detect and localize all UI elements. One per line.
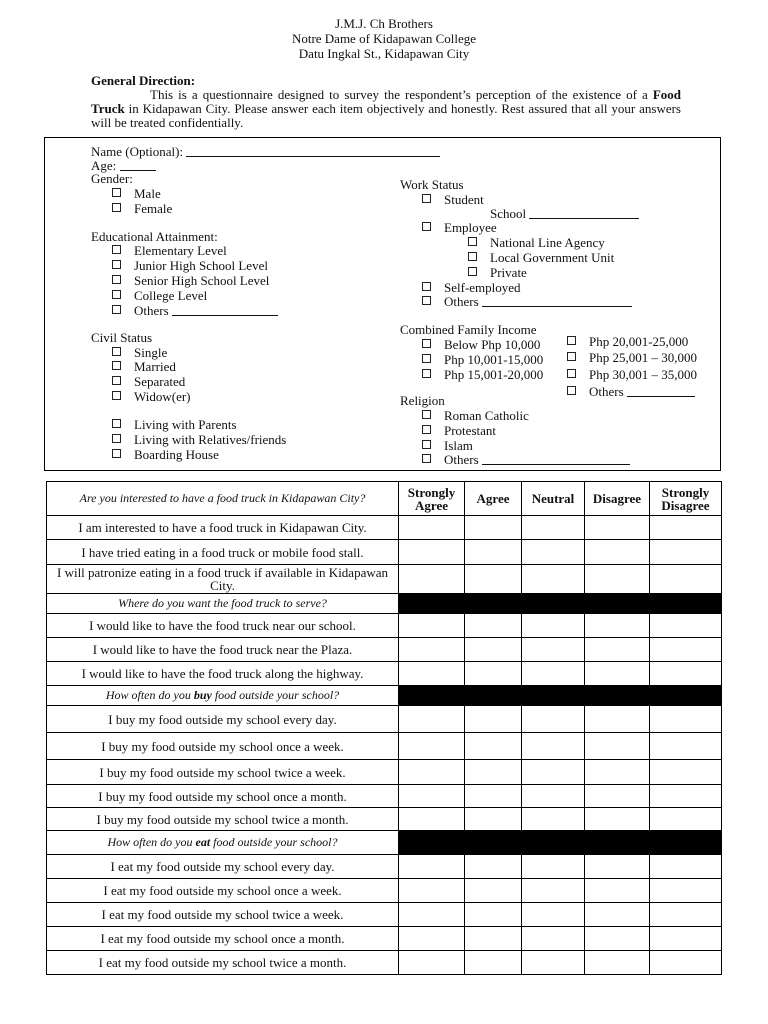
education-option-elementary[interactable] — [112, 243, 227, 258]
education-option-others[interactable] — [112, 303, 278, 318]
rating-cell[interactable] — [522, 540, 585, 565]
income-option-10001-15000[interactable] — [422, 352, 543, 367]
option-label: Others — [444, 452, 479, 467]
header-line-2: Notre Dame of Kidapawan College — [291, 31, 477, 46]
option-label: Junior High School Level — [134, 258, 268, 273]
option-label: Female — [134, 201, 173, 216]
income-option-others[interactable] — [567, 384, 695, 399]
option-label: Php 10,001-15,000 — [444, 352, 544, 367]
rating-cell[interactable] — [465, 638, 522, 662]
option-label: Widow(er) — [134, 389, 191, 404]
scale-strongly-disagree: Strongly Disagree — [650, 482, 722, 516]
rating-cell[interactable] — [585, 879, 650, 903]
direction-bold: Food Truck — [91, 87, 681, 116]
rating-cell[interactable] — [522, 785, 585, 808]
rating-cell[interactable] — [585, 951, 650, 975]
work-option-others[interactable] — [422, 294, 632, 309]
respondent-info-box — [44, 137, 721, 471]
table-row — [47, 706, 722, 733]
rating-cell[interactable] — [585, 706, 650, 733]
checkbox-icon[interactable] — [112, 260, 121, 269]
civil-option-single[interactable] — [112, 345, 167, 360]
section-row — [47, 686, 722, 706]
checkbox-icon[interactable] — [567, 386, 576, 395]
rating-cell[interactable] — [465, 733, 522, 760]
religion-option-protestant[interactable] — [422, 423, 496, 438]
checkbox-icon[interactable] — [112, 275, 121, 284]
rating-cell[interactable] — [399, 760, 465, 785]
others-blank[interactable] — [482, 453, 630, 465]
checkbox-icon[interactable] — [112, 245, 121, 254]
rating-cell[interactable] — [399, 638, 465, 662]
checkbox-icon[interactable] — [468, 267, 477, 276]
option-label: Single — [134, 345, 168, 360]
option-label: Local Government Unit — [490, 250, 615, 265]
rating-cell[interactable] — [650, 855, 722, 879]
option-label: Living with Parents — [134, 417, 237, 432]
statement: I buy my food outside my school twice a month. — [47, 808, 399, 831]
option-label: Private — [490, 265, 527, 280]
checkbox-icon[interactable] — [422, 425, 431, 434]
rating-cell[interactable] — [650, 733, 722, 760]
rating-cell[interactable] — [399, 662, 465, 686]
rating-cell[interactable] — [465, 565, 522, 594]
income-option-15001-20000[interactable] — [422, 367, 543, 382]
living-option-relatives[interactable] — [112, 432, 286, 447]
income-label: Combined Family Income — [400, 322, 537, 337]
option-label: Senior High School Level — [134, 273, 270, 288]
scale-neutral: Neutral — [522, 482, 585, 516]
checkbox-icon[interactable] — [112, 419, 121, 428]
school-field[interactable] — [490, 206, 639, 221]
likert-survey-table — [46, 481, 722, 975]
rating-cell[interactable] — [585, 638, 650, 662]
rating-cell[interactable] — [522, 808, 585, 831]
rating-cell[interactable] — [650, 638, 722, 662]
rating-cell[interactable] — [465, 516, 522, 540]
rating-cell[interactable] — [465, 855, 522, 879]
rating-cell[interactable] — [465, 808, 522, 831]
others-blank[interactable] — [482, 295, 632, 307]
section-shade — [585, 831, 722, 855]
rating-cell[interactable] — [585, 540, 650, 565]
civil-option-married[interactable] — [112, 359, 176, 374]
rating-cell[interactable] — [585, 733, 650, 760]
employee-option-lgu[interactable] — [468, 250, 614, 265]
option-label: Male — [134, 186, 161, 201]
religion-option-catholic[interactable] — [422, 408, 529, 423]
income-option-below-10000[interactable] — [422, 337, 540, 352]
option-label: National Line Agency — [490, 235, 605, 250]
rating-cell[interactable] — [522, 516, 585, 540]
table-row — [47, 855, 722, 879]
scale-disagree: Disagree — [585, 482, 650, 516]
section-shade — [399, 831, 585, 855]
civil-option-separated[interactable] — [112, 374, 185, 389]
statement: I would like to have the food truck near the Plaza. — [47, 638, 399, 662]
scale-strongly-agree: Strongly Agree — [399, 482, 465, 516]
checkbox-icon[interactable] — [422, 369, 431, 378]
option-label: Islam — [444, 438, 473, 453]
age-label: Age: — [91, 158, 117, 173]
gender-option-male[interactable] — [112, 186, 161, 201]
rating-cell[interactable] — [522, 614, 585, 638]
rating-cell[interactable] — [399, 855, 465, 879]
rating-cell[interactable] — [465, 879, 522, 903]
section-shade — [585, 686, 722, 706]
rating-cell[interactable] — [399, 879, 465, 903]
checkbox-icon[interactable] — [422, 339, 431, 348]
rating-cell[interactable] — [522, 927, 585, 951]
living-option-boarding[interactable] — [112, 447, 219, 462]
rating-cell[interactable] — [650, 516, 722, 540]
civil-option-widow[interactable] — [112, 389, 191, 404]
table-row — [47, 785, 722, 808]
rating-cell[interactable] — [522, 879, 585, 903]
rating-cell[interactable] — [650, 903, 722, 927]
option-label: Php 30,001 – 35,000 — [589, 367, 697, 382]
rating-cell[interactable] — [585, 516, 650, 540]
checkbox-icon[interactable] — [567, 336, 576, 345]
option-label: Separated — [134, 374, 186, 389]
statement: I eat my food outside my school once a month. — [47, 927, 399, 951]
education-label: Educational Attainment: — [91, 229, 218, 244]
table-row — [47, 879, 722, 903]
statement: I have tried eating in a food truck or mobile food stall. — [47, 540, 399, 565]
rating-cell[interactable] — [650, 879, 722, 903]
rating-cell[interactable] — [399, 565, 465, 594]
section-shade — [399, 686, 585, 706]
rating-cell[interactable] — [522, 733, 585, 760]
checkbox-icon[interactable] — [422, 440, 431, 449]
work-option-employee[interactable] — [422, 220, 497, 235]
document-header — [0, 16, 768, 61]
rating-cell[interactable] — [465, 785, 522, 808]
section-text: How often do you — [105, 688, 194, 702]
rating-cell[interactable] — [465, 706, 522, 733]
direction-text-b: in Kidapawan City. Please answer each item objectively and honestly. Rest assured that all your answers will be treated confidentially. — [91, 101, 681, 130]
checkbox-icon[interactable] — [422, 454, 431, 463]
direction-text — [91, 88, 681, 130]
rating-cell[interactable] — [650, 565, 722, 594]
education-option-college[interactable] — [112, 288, 207, 303]
option-label: Living with Relatives/friends — [134, 432, 287, 447]
checkbox-icon[interactable] — [422, 222, 431, 231]
statement: I buy my food outside my school once a month. — [47, 785, 399, 808]
checkbox-icon[interactable] — [112, 188, 121, 197]
name-label: Name (Optional): — [91, 144, 184, 159]
rating-cell[interactable] — [399, 540, 465, 565]
section-text: food outside your school? — [211, 688, 340, 702]
rating-cell[interactable] — [522, 903, 585, 927]
rating-cell[interactable] — [522, 565, 585, 594]
work-status-label: Work Status — [400, 177, 464, 192]
rating-cell[interactable] — [585, 785, 650, 808]
table-row — [47, 614, 722, 638]
checkbox-icon[interactable] — [422, 410, 431, 419]
option-label: Roman Catholic — [444, 408, 529, 423]
checkbox-icon[interactable] — [112, 347, 121, 356]
others-blank[interactable] — [627, 385, 695, 397]
option-label: Self-employed — [444, 280, 521, 295]
header-line-1: J.M.J. Ch Brothers — [335, 16, 433, 31]
rating-cell[interactable] — [399, 614, 465, 638]
statement: I eat my food outside my school twice a week. — [47, 903, 399, 927]
rating-cell[interactable] — [465, 760, 522, 785]
rating-cell[interactable] — [465, 662, 522, 686]
gender-label: Gender: — [91, 171, 133, 186]
checkbox-icon[interactable] — [567, 352, 576, 361]
rating-cell[interactable] — [522, 706, 585, 733]
option-label: Others — [444, 294, 479, 309]
statement: I eat my food outside my school twice a month. — [47, 951, 399, 975]
rating-cell[interactable] — [399, 808, 465, 831]
checkbox-icon[interactable] — [468, 237, 477, 246]
option-label: Student — [444, 192, 484, 207]
table-row — [47, 951, 722, 975]
option-label: Others — [134, 303, 169, 318]
rating-cell[interactable] — [650, 614, 722, 638]
checkbox-icon[interactable] — [112, 305, 121, 314]
employee-option-private[interactable] — [468, 265, 527, 280]
rating-cell[interactable] — [399, 706, 465, 733]
statement: I will patronize eating in a food truck if available in Kidapawan City. — [47, 565, 399, 594]
table-row — [47, 733, 722, 760]
checkbox-icon[interactable] — [422, 354, 431, 363]
header-line-3: Datu Ingkal St., Kidapawan City — [298, 46, 470, 61]
section-text: How often do you — [107, 835, 196, 849]
checkbox-icon[interactable] — [422, 282, 431, 291]
section-emphasis: eat — [195, 835, 211, 849]
section-text: food outside your school? — [210, 835, 338, 849]
section-row — [47, 594, 722, 614]
rating-cell[interactable] — [465, 927, 522, 951]
rating-cell[interactable] — [399, 927, 465, 951]
statement: I would like to have the food truck near our school. — [47, 614, 399, 638]
table-row — [47, 808, 722, 831]
option-label: Php 25,001 – 30,000 — [589, 350, 697, 365]
religion-label: Religion — [400, 393, 445, 408]
checkbox-icon[interactable] — [112, 290, 121, 299]
gender-option-female[interactable] — [112, 201, 172, 216]
rating-cell[interactable] — [465, 951, 522, 975]
rating-cell[interactable] — [399, 903, 465, 927]
rating-cell[interactable] — [650, 927, 722, 951]
rating-cell[interactable] — [585, 903, 650, 927]
checkbox-icon[interactable] — [112, 434, 121, 443]
table-row — [47, 760, 722, 785]
statement: I am interested to have a food truck in Kidapawan City. — [47, 516, 399, 540]
option-label: Php 20,001-25,000 — [589, 334, 689, 349]
civil-status-label: Civil Status — [91, 330, 153, 345]
rating-cell[interactable] — [465, 903, 522, 927]
religion-option-others[interactable] — [422, 452, 630, 467]
rating-cell[interactable] — [650, 760, 722, 785]
option-label: College Level — [134, 288, 208, 303]
school-label: School — [490, 206, 527, 221]
table-row — [47, 903, 722, 927]
statement: I eat my food outside my school once a week. — [47, 879, 399, 903]
rating-cell[interactable] — [399, 733, 465, 760]
rating-cell[interactable] — [650, 540, 722, 565]
rating-cell[interactable] — [650, 785, 722, 808]
income-option-25001-30000[interactable] — [567, 350, 697, 365]
table-row — [47, 662, 722, 686]
statement: I eat my food outside my school every day. — [47, 855, 399, 879]
rating-cell[interactable] — [650, 706, 722, 733]
checkbox-icon[interactable] — [422, 194, 431, 203]
general-direction — [91, 74, 681, 130]
rating-cell[interactable] — [522, 760, 585, 785]
income-option-30001-35000[interactable] — [567, 367, 697, 382]
school-blank[interactable] — [529, 207, 639, 219]
table-row — [47, 565, 722, 594]
rating-cell[interactable] — [585, 565, 650, 594]
rating-cell[interactable] — [465, 614, 522, 638]
table-row — [47, 540, 722, 565]
rating-cell[interactable] — [399, 516, 465, 540]
rating-cell[interactable] — [650, 951, 722, 975]
name-field[interactable] — [91, 144, 440, 159]
checkbox-icon[interactable] — [112, 449, 121, 458]
rating-cell[interactable] — [522, 638, 585, 662]
section-row — [47, 831, 722, 855]
statement: I would like to have the food truck along the highway. — [47, 662, 399, 686]
rating-cell[interactable] — [522, 951, 585, 975]
section-question-eat — [47, 831, 399, 855]
checkbox-icon[interactable] — [112, 376, 121, 385]
rating-cell[interactable] — [585, 808, 650, 831]
direction-title: General Direction: — [91, 73, 196, 88]
work-option-self-employed[interactable] — [422, 280, 521, 295]
rating-cell[interactable] — [399, 785, 465, 808]
rating-cell[interactable] — [399, 951, 465, 975]
rating-cell[interactable] — [585, 662, 650, 686]
option-label: Others — [589, 384, 624, 399]
others-blank[interactable] — [172, 304, 278, 316]
header-question: Are you interested to have a food truck in Kidapawan City? — [47, 482, 399, 516]
work-option-student[interactable] — [422, 192, 484, 207]
rating-cell[interactable] — [585, 855, 650, 879]
section-shade — [585, 594, 722, 614]
living-option-parents[interactable] — [112, 417, 237, 432]
education-option-senior-high[interactable] — [112, 273, 269, 288]
option-label: Protestant — [444, 423, 496, 438]
table-header-row — [47, 482, 722, 516]
age-blank[interactable] — [120, 159, 156, 171]
religion-option-islam[interactable] — [422, 438, 473, 453]
section-shade — [399, 594, 585, 614]
statement: I buy my food outside my school once a week. — [47, 733, 399, 760]
option-label: Employee — [444, 220, 497, 235]
checkbox-icon[interactable] — [112, 391, 121, 400]
income-option-20001-25000[interactable] — [567, 334, 688, 349]
checkbox-icon[interactable] — [112, 361, 121, 370]
name-blank[interactable] — [186, 145, 440, 157]
section-emphasis: buy — [193, 688, 212, 702]
rating-cell[interactable] — [585, 760, 650, 785]
rating-cell[interactable] — [585, 614, 650, 638]
option-label: Below Php 10,000 — [444, 337, 541, 352]
option-label: Elementary Level — [134, 243, 227, 258]
statement: I buy my food outside my school twice a week. — [47, 760, 399, 785]
option-label: Php 15,001-20,000 — [444, 367, 544, 382]
education-option-junior-high[interactable] — [112, 258, 268, 273]
option-label: Married — [134, 359, 176, 374]
checkbox-icon[interactable] — [567, 369, 576, 378]
rating-cell[interactable] — [522, 855, 585, 879]
scale-agree: Agree — [465, 482, 522, 516]
checkbox-icon[interactable] — [468, 252, 477, 261]
rating-cell[interactable] — [650, 808, 722, 831]
rating-cell[interactable] — [465, 540, 522, 565]
rating-cell[interactable] — [650, 662, 722, 686]
direction-text-a: This is a questionnaire designed to survey the respondent’s perception of the existence of a — [150, 87, 653, 102]
section-question-buy — [47, 686, 399, 706]
rating-cell[interactable] — [522, 662, 585, 686]
option-label: Boarding House — [134, 447, 219, 462]
checkbox-icon[interactable] — [422, 296, 431, 305]
table-row — [47, 516, 722, 540]
statement: I buy my food outside my school every day. — [47, 706, 399, 733]
table-row — [47, 927, 722, 951]
checkbox-icon[interactable] — [112, 203, 121, 212]
table-row — [47, 638, 722, 662]
rating-cell[interactable] — [585, 927, 650, 951]
employee-option-national[interactable] — [468, 235, 605, 250]
section-question-where: Where do you want the food truck to serve? — [47, 594, 399, 614]
